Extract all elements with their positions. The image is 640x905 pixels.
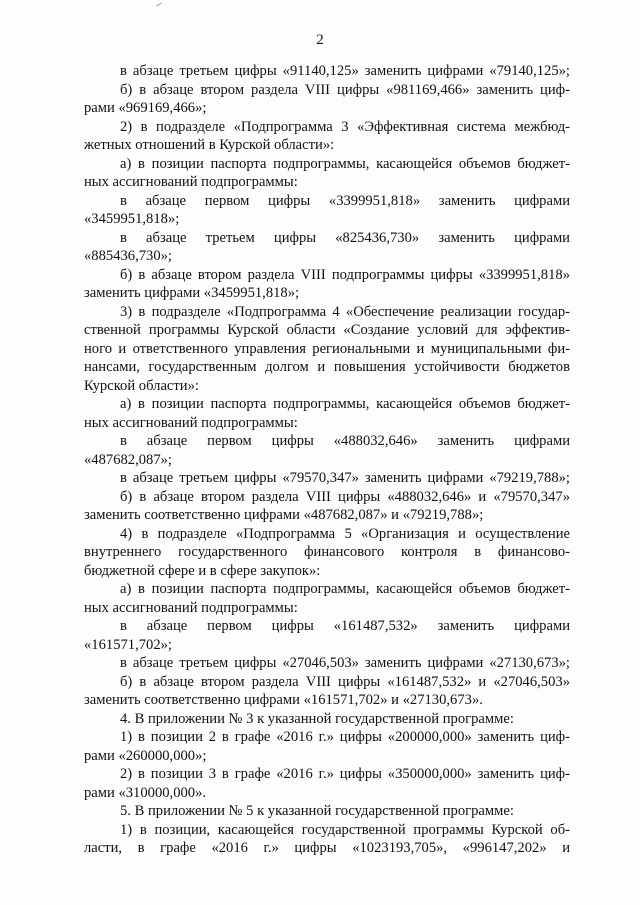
document-body (84, 62, 570, 858)
text-line: «487682,087»; (84, 451, 172, 468)
text-line: 1) в позиции, касающейся государственной программы Курской об- (120, 821, 570, 838)
text-line: ных ассигнований подпрограммы: (84, 599, 298, 616)
text-line: ных ассигнований подпрограммы: (84, 174, 298, 190)
text-line: рами «260000,000»; (84, 747, 207, 764)
text-line: б) в абзаце втором раздела VIII цифры «488032,646» и «79570,347» (120, 488, 570, 505)
text-line: ственной программы Курской области «Создание условий для эффектив- (84, 322, 570, 338)
text-line: 4) в подразделе «Подпрограмма 5 «Организация и осуществление (120, 525, 570, 542)
text-line: 2) в подразделе «Подпрограмма 3 «Эффективная система межбюд- (120, 118, 570, 135)
text-line: в абзаце третьем цифры «79570,347» заменить цифрами «79219,788»; (120, 470, 570, 486)
text-line: в абзаце первом цифры «3399951,818» заменить цифрами (120, 192, 570, 209)
text-line: бюджетной сфере и в сфере закупок»: (84, 562, 321, 579)
text-line: «3459951,818»; (84, 211, 180, 227)
text-line: а) в позиции паспорта подпрограммы, касающейся объемов бюджет- (120, 155, 570, 172)
text-line: жетных отношений в Курской области»: (84, 137, 335, 153)
text-line: б) в абзаце втором раздела VIII цифры «161487,532» и «27046,503» (120, 673, 570, 690)
text-line: в абзаце третьем цифры «91140,125» заменить цифрами «79140,125»; (120, 63, 570, 79)
text-line: рами «310000,000». (84, 784, 207, 801)
text-line: внутреннего государственного финансового контроля в финансово- (84, 544, 570, 560)
text-line: в абзаце третьем цифры «825436,730» заменить цифрами (120, 229, 570, 246)
text-line: б) в абзаце втором раздела VIII цифры «981169,466» заменить циф- (120, 81, 570, 98)
text-line: нансами, государственным долгом и повышения устойчивости бюджетов (84, 359, 570, 375)
text-line: рами «969169,466»; (84, 100, 207, 116)
text-line: в абзаце первом цифры «488032,646» заменить цифрами (120, 433, 570, 449)
text-line: 3) в подразделе «Подпрограмма 4 «Обеспечение реализации государ- (120, 303, 570, 320)
text-line: б) в абзаце втором раздела VIII подпрограммы цифры «3399951,818» (120, 266, 570, 283)
scan-artifact (156, 3, 162, 7)
text-line: «161571,702»; (84, 636, 172, 653)
text-line: ласти, в графе «2016 г.» цифры «1023193,705», «996147,202» и (84, 840, 570, 856)
text-line: ных ассигнований подпрограммы: (84, 414, 298, 431)
text-line: в абзаце третьем цифры «27046,503» заменить цифрами «27130,673»; (120, 655, 570, 671)
text-line: Курской области»: (84, 377, 199, 394)
text-line: 2) в позиции 3 в графе «2016 г.» цифры «350000,000» заменить циф- (120, 766, 570, 782)
page-number: 2 (316, 32, 324, 48)
text-line: а) в позиции паспорта подпрограммы, касающейся объемов бюджет- (120, 581, 570, 597)
text-line: заменить цифрами «3459951,818»; (84, 285, 300, 301)
text-line: заменить соответственно цифрами «487682,087» и «79219,788»; (84, 507, 484, 523)
text-line: ного и ответственного управления региональными и муниципальными фи- (84, 340, 570, 357)
text-line: в абзаце первом цифры «161487,532» заменить цифрами (120, 618, 570, 634)
text-line: «885436,730»; (84, 248, 172, 264)
text-line: заменить соответственно цифрами «161571,702» и «27130,673». (84, 692, 483, 708)
text-line: 1) в позиции 2 в графе «2016 г.» цифры «200000,000» заменить циф- (120, 729, 570, 745)
text-line: а) в позиции паспорта подпрограммы, касающейся объемов бюджет- (120, 396, 570, 412)
text-line: 5. В приложении № 5 к указанной государственной программе: (120, 803, 514, 819)
text-line: 4. В приложении № 3 к указанной государственной программе: (120, 710, 514, 727)
